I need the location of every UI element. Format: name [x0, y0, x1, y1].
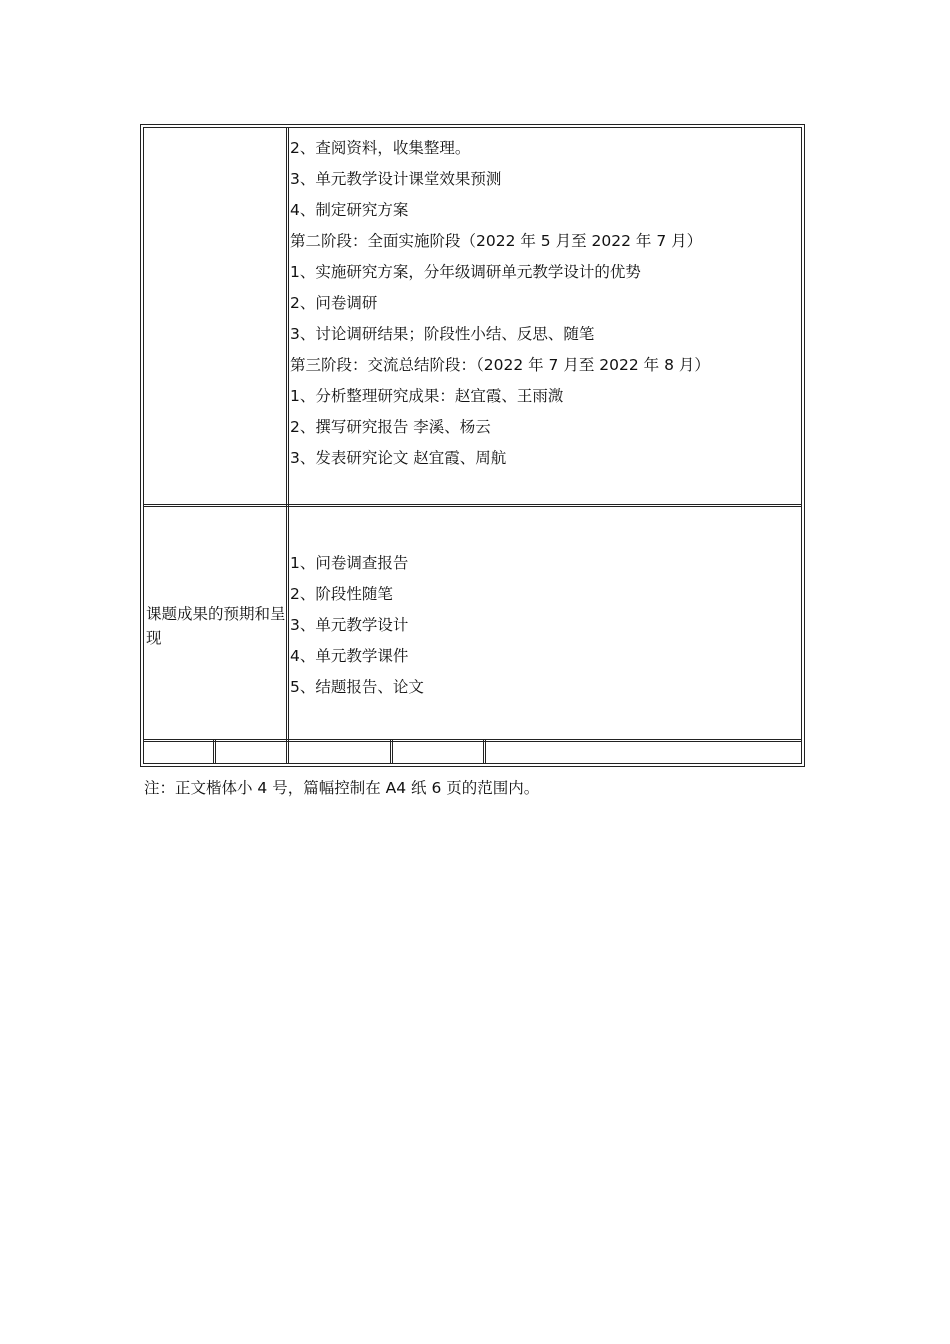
section1-content — [290, 133, 710, 474]
section1-line: 第二阶段：全面实施阶段（2022 年 5 月至 2022 年 7 月） — [290, 232, 703, 250]
section1-line: 2、查阅资料，收集整理。 — [290, 139, 471, 157]
bottom-cell-divider-2 — [286, 739, 289, 763]
section2-line: 3、单元教学设计 — [290, 616, 409, 634]
section1-line: 1、实施研究方案，分年级调研单元教学设计的优势 — [290, 263, 641, 281]
section2-line: 2、阶段性随笔 — [290, 585, 393, 603]
section2-line: 1、问卷调查报告 — [290, 554, 409, 572]
section1-line: 2、撰写研究报告 李溪、杨云 — [290, 418, 491, 436]
row-divider-2 — [144, 739, 801, 742]
section1-line: 2、问卷调研 — [290, 294, 378, 312]
section1-line: 3、单元教学设计课堂效果预测 — [290, 170, 502, 188]
section2-line: 4、单元教学课件 — [290, 647, 409, 665]
plan-table — [140, 124, 805, 767]
section1-line: 1、分析整理研究成果：赵宜霞、王雨溦 — [290, 387, 564, 405]
section1-line: 3、发表研究论文 赵宜霞、周航 — [290, 449, 507, 467]
section1-line: 第三阶段：交流总结阶段：（2022 年 7 月至 2022 年 8 月） — [290, 356, 710, 374]
section2-label: 课题成果的预期和呈现 — [146, 605, 286, 647]
bottom-cell-divider-4 — [483, 739, 486, 763]
bottom-cell-divider-3 — [390, 739, 393, 763]
row-divider-1 — [144, 504, 801, 507]
bottom-cell-divider-1 — [213, 739, 216, 763]
section1-line: 3、讨论调研结果；阶段性小结、反思、随笔 — [290, 325, 595, 343]
section1-line: 4、制定研究方案 — [290, 201, 409, 219]
section2-content — [290, 548, 424, 703]
footnote: 注：正文楷体小 4 号，篇幅控制在 A4 纸 6 页的范围内。 — [144, 779, 540, 797]
plan-table-inner — [143, 127, 802, 764]
column-divider — [286, 128, 289, 739]
section2-line: 5、结题报告、论文 — [290, 678, 424, 696]
